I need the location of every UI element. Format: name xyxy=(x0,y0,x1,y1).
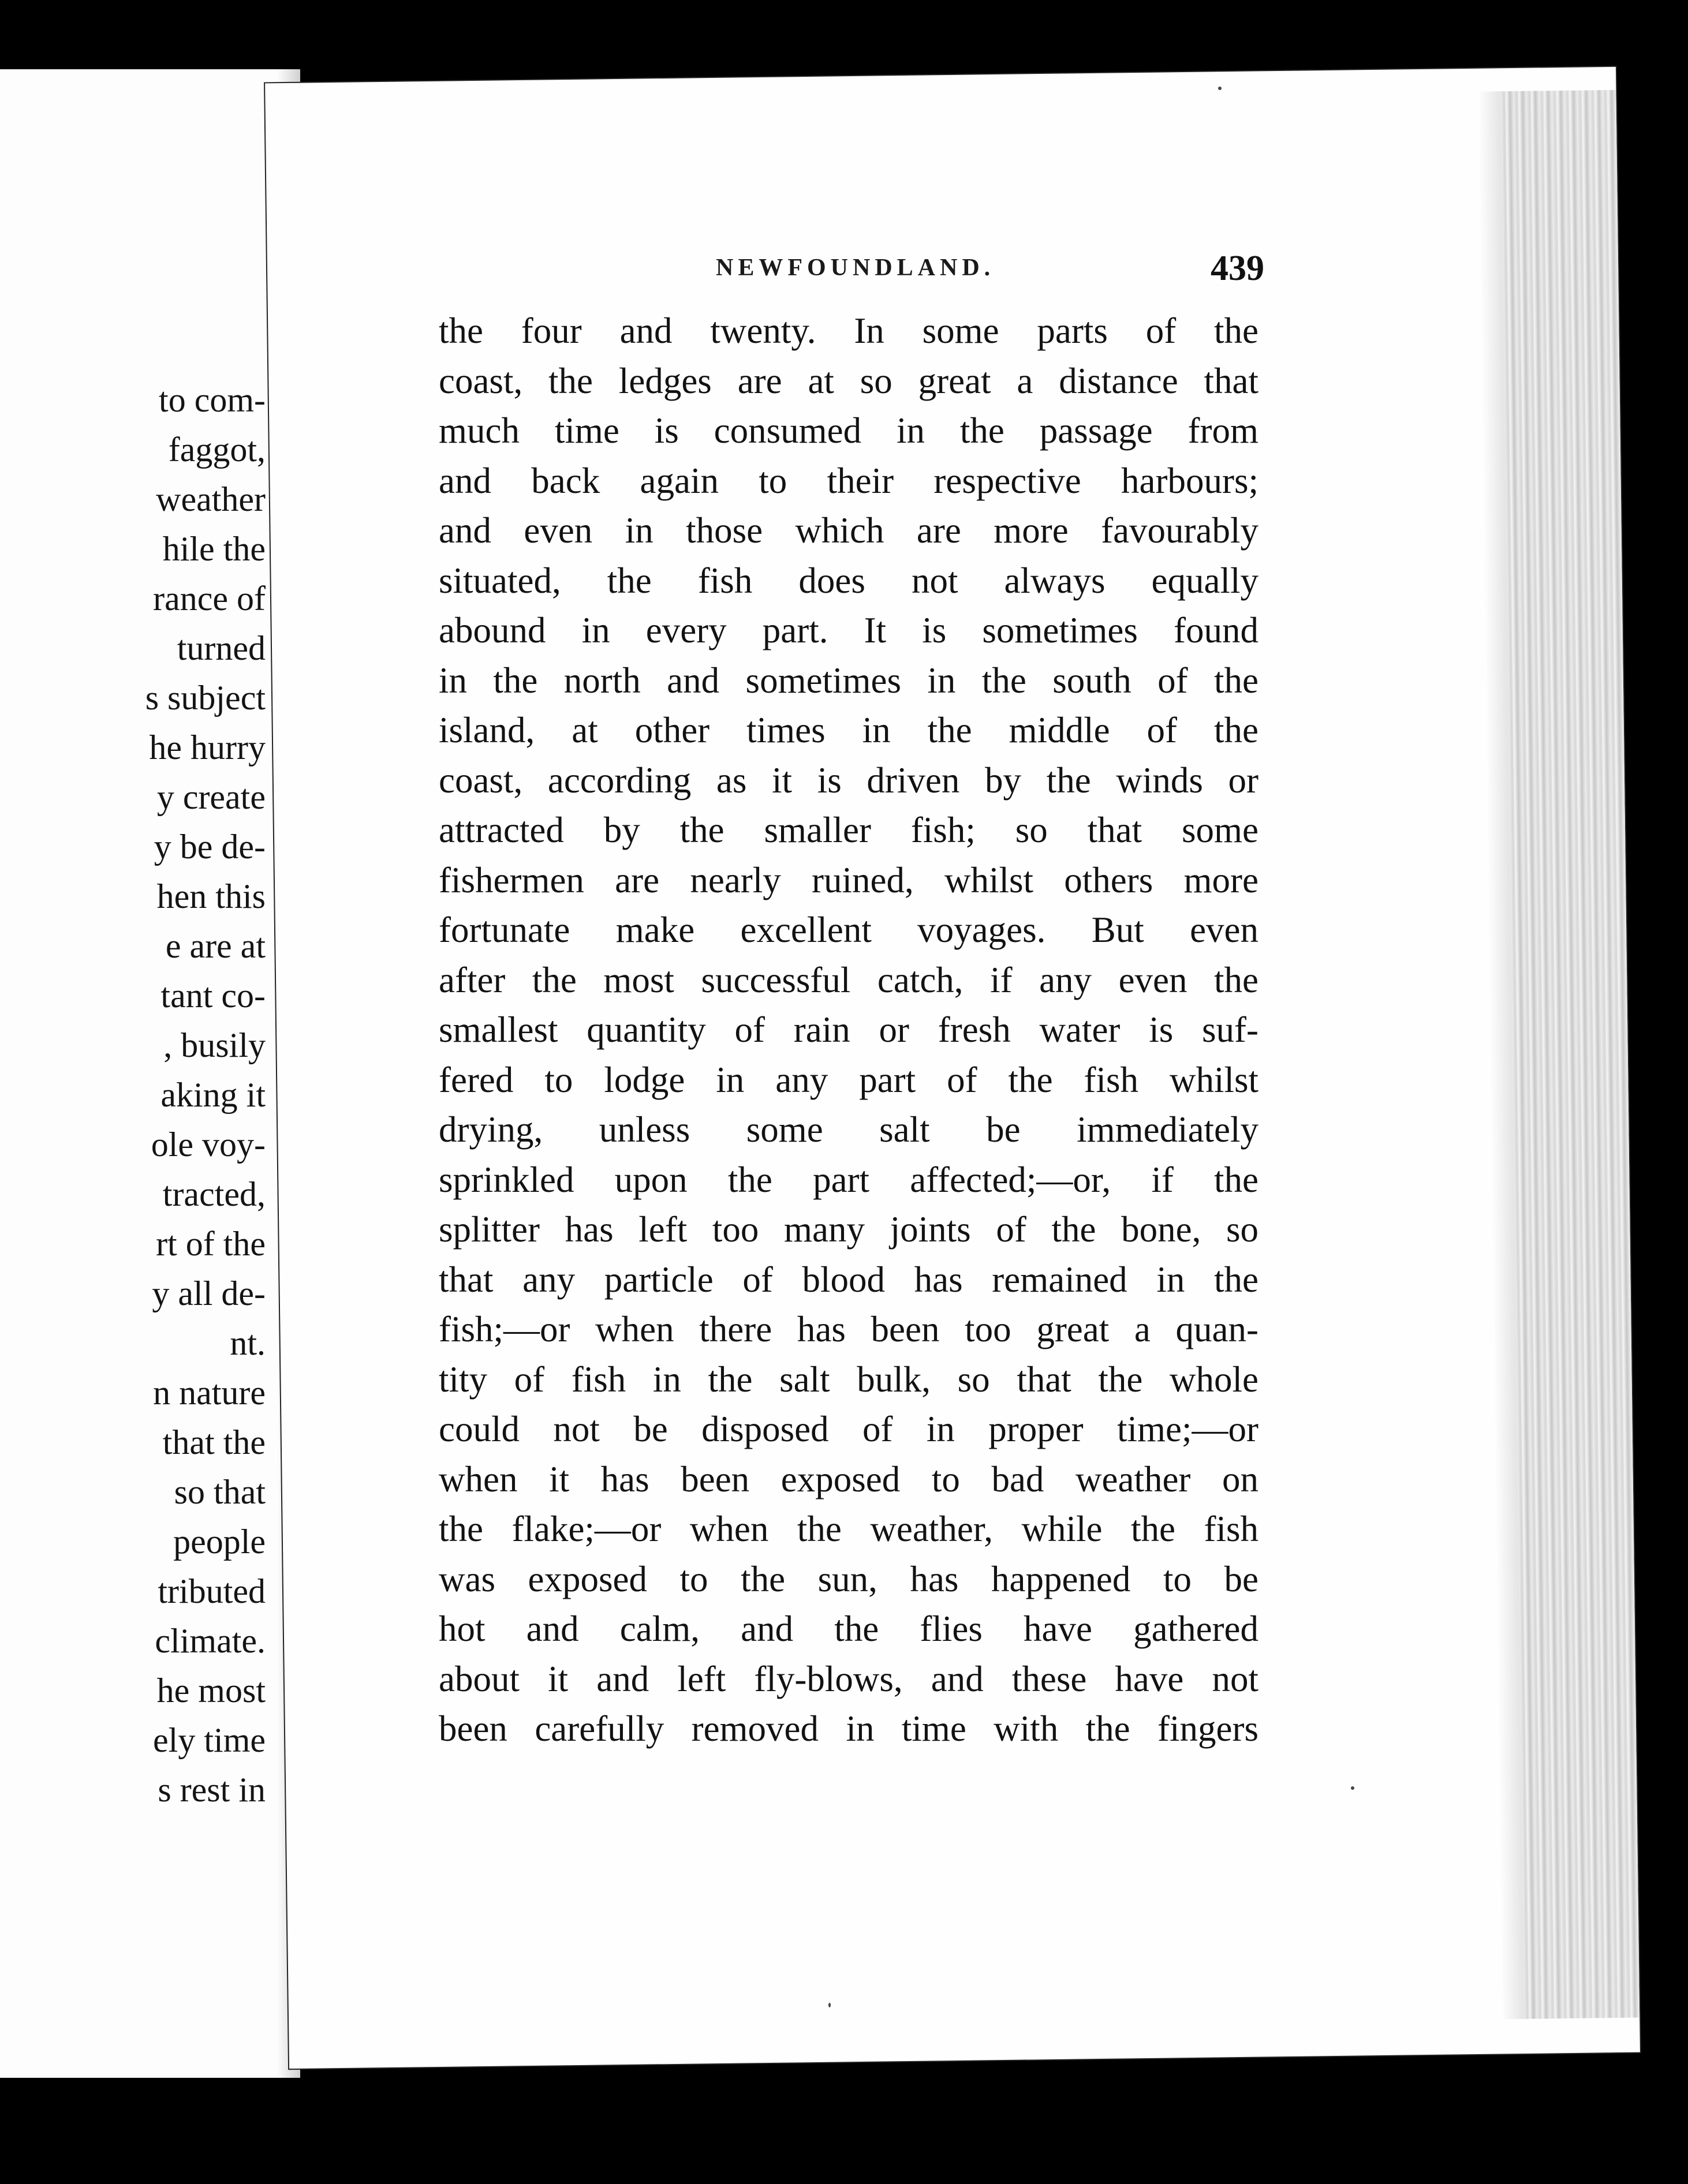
facing-page-line: to com- xyxy=(159,381,266,419)
facing-page-line: e are at xyxy=(165,927,266,965)
body-text-line: was exposed to the sun, has happened to be xyxy=(439,1558,1258,1599)
body-text-line: fishermen are nearly ruined, whilst others more xyxy=(439,859,1258,900)
facing-page-line: rance of xyxy=(153,579,266,618)
facing-page-line: n nature xyxy=(153,1374,266,1412)
facing-page-line: tant co- xyxy=(160,977,266,1015)
facing-page-line: y be de- xyxy=(154,828,266,866)
facing-page-line: s rest in xyxy=(158,1771,266,1809)
page-body-text xyxy=(439,306,1258,1754)
body-text-line: in the north and sometimes in the south of the xyxy=(439,660,1258,701)
body-text-line: sprinkled upon the part affected;—or, if the xyxy=(439,1159,1258,1200)
facing-page-line: that the xyxy=(162,1423,266,1461)
page-fore-edge xyxy=(1500,90,1640,2019)
body-text-line: the four and twenty. In some parts of the xyxy=(439,311,1258,351)
facing-page-line: hen this xyxy=(156,877,266,915)
facing-page-line: ole voy- xyxy=(151,1125,266,1164)
facing-page-line: ely time xyxy=(153,1721,266,1759)
page-number: 439 xyxy=(1211,249,1264,288)
body-text-line: and even in those which are more favourably xyxy=(439,510,1258,551)
facing-page-line: y create xyxy=(156,778,266,816)
body-text-line: much time is consumed in the passage from xyxy=(439,410,1258,451)
body-text-line: the flake;—or when the weather, while the fish xyxy=(439,1509,1258,1549)
facing-page-line: , busily xyxy=(163,1026,266,1064)
facing-page-line: aking it xyxy=(160,1076,266,1114)
facing-page-line: weather xyxy=(156,480,266,518)
running-head xyxy=(433,248,1264,300)
facing-page-text xyxy=(0,375,266,1815)
scan-speck xyxy=(1351,1786,1354,1790)
facing-page-line: turned xyxy=(177,629,266,667)
body-text-line: could not be disposed of in proper time;—or xyxy=(439,1409,1258,1449)
facing-page-line: faggot, xyxy=(168,431,266,469)
body-text-line: drying, unless some salt be immediately xyxy=(439,1109,1258,1150)
scan-speck xyxy=(1218,87,1222,90)
facing-page-line: people xyxy=(173,1523,266,1561)
facing-page-line: rt of the xyxy=(156,1225,266,1263)
body-text-line: situated, the fish does not always equally xyxy=(439,560,1258,601)
body-text-line: island, at other times in the middle of the xyxy=(439,710,1258,750)
facing-page-line: he hurry xyxy=(149,728,266,766)
facing-page-line: climate. xyxy=(155,1622,266,1660)
scan-speck xyxy=(828,2003,831,2007)
body-text-line: abound in every part. It is sometimes found xyxy=(439,610,1258,650)
body-text-line: that any particle of blood has remained in the xyxy=(439,1259,1258,1300)
facing-page-line: tracted, xyxy=(162,1175,266,1213)
body-text-line: about it and left fly-blows, and these have not xyxy=(439,1658,1258,1699)
body-text-line: tity of fish in the salt bulk, so that the whole xyxy=(439,1359,1258,1400)
running-title: NEWFOUNDLAND. xyxy=(716,255,995,281)
facing-page-line: he most xyxy=(156,1671,266,1710)
body-text-line: fortunate make excellent voyages. But even xyxy=(439,910,1258,950)
body-text-line: been carefully removed in time with the fingers xyxy=(439,1708,1258,1749)
facing-page-line: so that xyxy=(174,1473,266,1511)
body-text-line: splitter has left too many joints of the bone, so xyxy=(439,1209,1258,1250)
body-text-line: fered to lodge in any part of the fish whilst xyxy=(439,1059,1258,1100)
facing-page-line: s subject xyxy=(145,679,266,717)
facing-page-line: tributed xyxy=(158,1572,266,1610)
body-text-line: coast, the ledges are at so great a distance that xyxy=(439,360,1258,401)
body-text-line: and back again to their respective harbours; xyxy=(439,460,1258,501)
facing-page-left xyxy=(0,69,300,2078)
body-text-line: hot and calm, and the flies have gathered xyxy=(439,1609,1258,1649)
facing-page-line: y all de- xyxy=(152,1274,266,1312)
body-text-line: when it has been exposed to bad weather on xyxy=(439,1459,1258,1499)
body-text-line: smallest quantity of rain or fresh water is suf- xyxy=(439,1009,1258,1050)
facing-page-line: hile the xyxy=(162,530,266,568)
body-text-line: attracted by the smaller fish; so that some xyxy=(439,810,1258,850)
body-text-line: coast, according as it is driven by the winds or xyxy=(439,760,1258,801)
facing-page-line: nt. xyxy=(230,1324,266,1362)
body-text-line: fish;—or when there has been too great a quan- xyxy=(439,1309,1258,1349)
body-text-line: after the most successful catch, if any even the xyxy=(439,959,1258,1000)
